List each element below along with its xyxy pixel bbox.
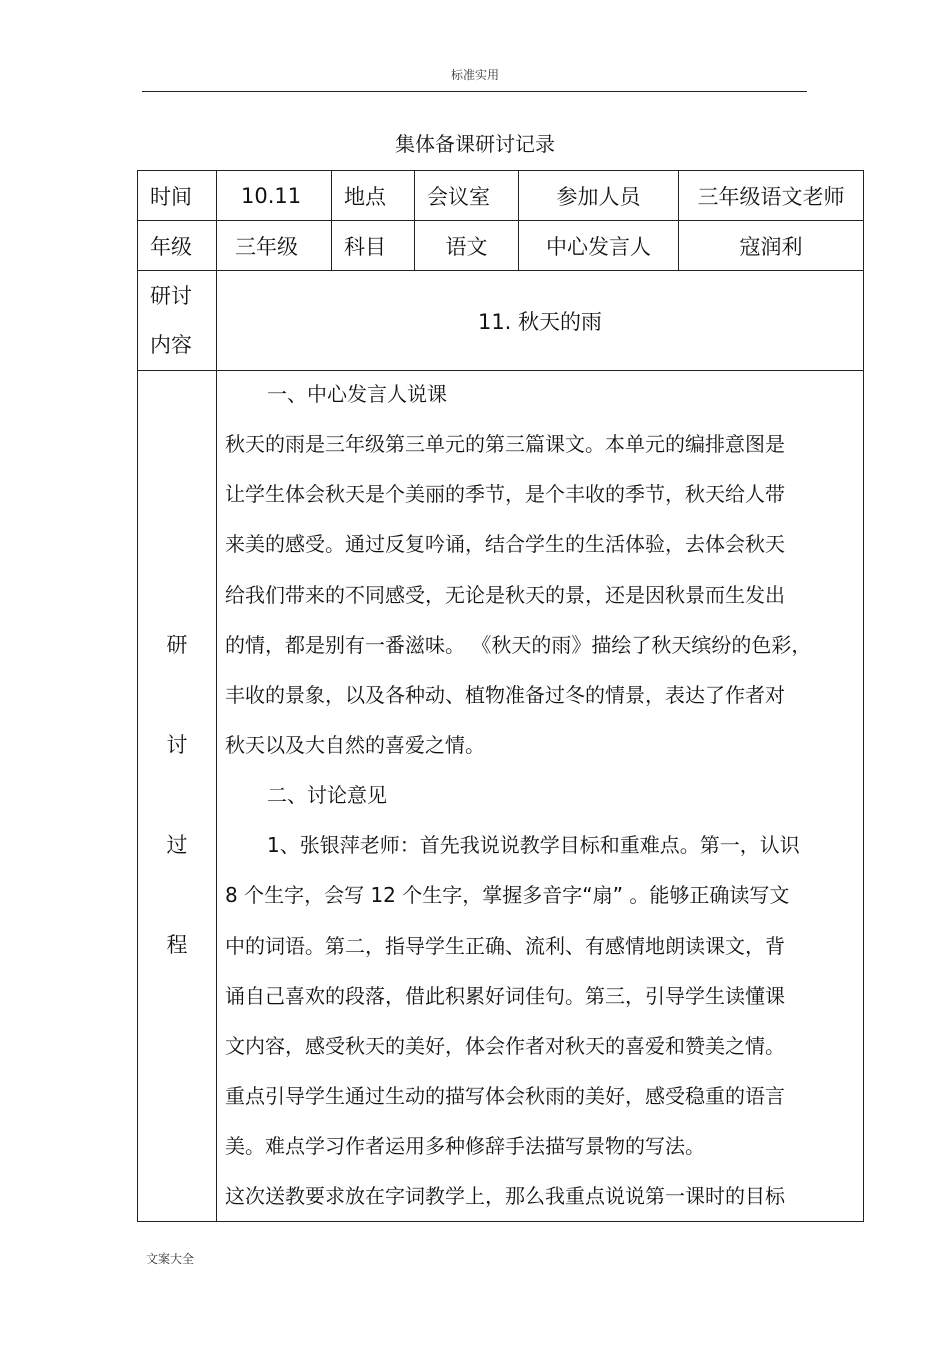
table-row-time — [138, 171, 864, 221]
process-label — [138, 371, 217, 1222]
paragraph-line: 的情，都是别有一番滋味。 《秋天的雨》描绘了秋天缤纷的色彩， — [225, 632, 812, 657]
document-title: 集体备课研讨记录 — [395, 132, 555, 156]
grade-value: 三年级 — [217, 221, 332, 271]
grade-label: 年级 — [138, 221, 217, 271]
section-heading: 一、中心发言人说课 — [267, 382, 447, 406]
process-content — [217, 371, 864, 1222]
paragraph-line: 来美的感受。通过反复吟诵，结合学生的生活体验，去体会秋天 — [225, 532, 785, 557]
place-value: 会议室 — [415, 171, 519, 221]
paragraph-line: 秋天的雨是三年级第三单元的第三篇课文。本单元的编排意图是 — [225, 432, 785, 457]
process-label-char: 程 — [166, 933, 188, 957]
paragraph-line: 文内容，感受秋天的美好，体会作者对秋天的喜爱和赞美之情。 — [225, 1033, 785, 1058]
paragraph-line: 秋天以及大自然的喜爱之情。 — [225, 732, 485, 757]
paragraph-line: 重点引导学生通过生动的描写体会秋雨的美好，感受稳重的语言 — [225, 1083, 785, 1108]
paragraph-line: 美。难点学习作者运用多种修辞手法描写景物的写法。 — [225, 1134, 705, 1159]
paragraph-line: 这次送教要求放在字词教学上，那么我重点说说第一课时的目标 — [225, 1184, 785, 1209]
paragraph-line: 中的词语。第二，指导学生正确、流利、有感情地朗读课文，背 — [225, 933, 785, 958]
paragraph-line: 诵自己喜欢的段落，借此积累好词佳句。第三，引导学生读懂课 — [225, 983, 785, 1008]
paragraph-line: 给我们带来的不同感受，无论是秋天的景，还是因秋景而生发出 — [225, 582, 785, 607]
paragraph-line: 让学生体会秋天是个美丽的季节，是个丰收的季节，秋天给人带 — [225, 482, 785, 507]
page-footer-text: 文案大全 — [146, 1252, 195, 1266]
table-row-process — [138, 371, 864, 1222]
process-label-char: 过 — [166, 833, 188, 857]
topic-label-line1: 研讨 — [150, 283, 192, 308]
process-label-char: 研 — [166, 633, 188, 657]
paragraph-line: 8 个生字，会写 12 个生字，掌握多音字“扇” 。能够正确读写文 — [225, 883, 790, 908]
topic-value: 11. 秋天的雨 — [217, 271, 864, 371]
time-label: 时间 — [138, 171, 217, 221]
header-divider — [142, 91, 807, 92]
paragraph-line: 1、张银萍老师：首先我说说教学目标和重难点。第一，认识 — [267, 833, 800, 858]
time-value: 10.11 — [217, 171, 332, 221]
place-label: 地点 — [332, 171, 415, 221]
section-heading: 二、讨论意见 — [267, 783, 387, 808]
record-table — [137, 170, 864, 1222]
topic-label-line2: 内容 — [150, 332, 192, 357]
paragraph-line: 丰收的景象，以及各种动、植物准备过冬的情景，表达了作者对 — [225, 682, 785, 707]
page-header-text: 标准实用 — [450, 68, 499, 82]
subject-value: 语文 — [415, 221, 519, 271]
topic-label — [138, 271, 217, 371]
table-row-grade — [138, 221, 864, 271]
participants-label: 参加人员 — [519, 171, 679, 221]
process-label-char: 讨 — [166, 733, 188, 757]
subject-label: 科目 — [332, 221, 415, 271]
speaker-value: 寇润利 — [679, 221, 864, 271]
participants-value: 三年级语文老师 — [679, 171, 864, 221]
speaker-label: 中心发言人 — [519, 221, 679, 271]
table-row-topic — [138, 271, 864, 371]
